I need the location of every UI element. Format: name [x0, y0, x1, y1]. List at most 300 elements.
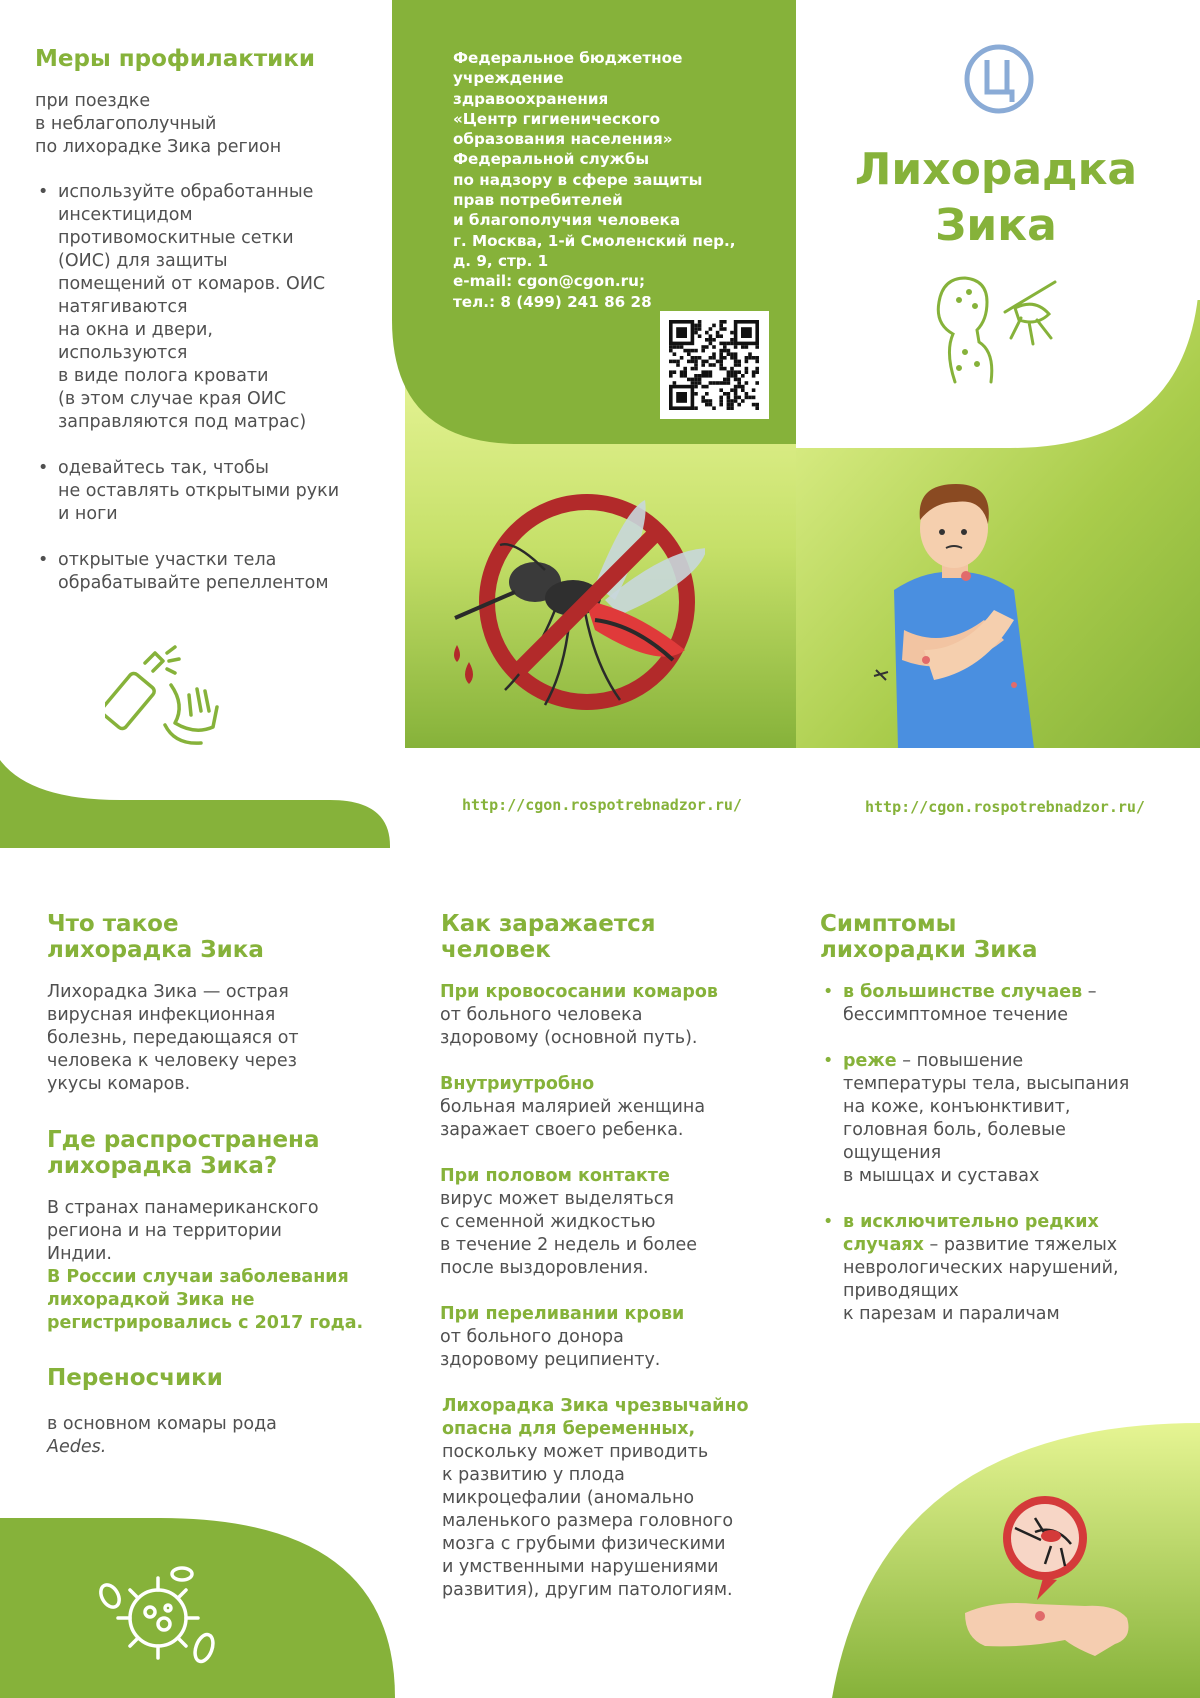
symptom-head: в большинстве случаев [843, 982, 1083, 1002]
qr-module [727, 378, 731, 382]
highlight-line: В России случаи заболевания [47, 1267, 349, 1287]
text-line: в основном комары рода [47, 1414, 277, 1434]
qr-module [698, 334, 702, 338]
qr-module [683, 349, 687, 353]
qr-module [705, 331, 709, 335]
qr-module [737, 396, 741, 400]
qr-module [734, 370, 738, 374]
vectors-title: Переносчики [47, 1365, 223, 1391]
text-line: заражает своего ребенка. [440, 1120, 684, 1140]
qr-module [737, 378, 741, 382]
qr-module [745, 396, 749, 400]
qr-module [691, 349, 695, 353]
symptom-text: – повышение [896, 1051, 1024, 1071]
highlight-line: регистрировались с 2017 года. [47, 1313, 364, 1333]
text-line: маленького размера головного [442, 1511, 734, 1531]
qr-module [719, 356, 723, 360]
qr-module [755, 381, 759, 385]
qr-module [694, 385, 698, 389]
qr-module [716, 360, 720, 364]
org-info [453, 48, 773, 312]
brochure-title [820, 142, 1172, 254]
qr-module [669, 360, 673, 364]
symptoms-section [820, 911, 1190, 1326]
genus-name: Aedes. [47, 1437, 107, 1457]
what-is-text [47, 981, 377, 1096]
bullet-line: помещений от комаров. ОИС [58, 274, 326, 294]
qr-module [709, 363, 713, 367]
qr-module [755, 370, 759, 374]
qr-module [719, 367, 723, 371]
bullet-line: (ОИС) для защиты [58, 251, 228, 271]
qr-module [694, 331, 698, 335]
qr-module [734, 363, 738, 367]
title-line: Лихорадка [854, 144, 1138, 195]
qr-module [719, 360, 723, 364]
qr-module [709, 334, 713, 338]
symptom-head: случаях [843, 1235, 924, 1255]
bullet-line: и ноги [58, 504, 118, 524]
vectors-text [47, 1413, 377, 1459]
symptom-head: реже [843, 1051, 897, 1071]
text-line: мозга с грубыми физическими [442, 1534, 726, 1554]
qr-module [723, 320, 727, 324]
text-line: здоровому (основной путь). [440, 1028, 698, 1048]
qr-module [694, 381, 698, 385]
transmission-items [440, 981, 791, 1602]
qr-module [719, 334, 723, 338]
qr-module [705, 403, 709, 407]
qr-module [727, 406, 731, 410]
what-is-section [47, 911, 377, 1459]
bullet-line: обрабатывайте репеллентом [58, 573, 329, 593]
qr-module [745, 381, 749, 385]
qr-module [723, 392, 727, 396]
qr-module [741, 374, 745, 378]
org-line: Федеральное бюджетное [453, 49, 683, 67]
qr-module [705, 392, 709, 396]
qr-module [752, 403, 756, 407]
qr-module [723, 356, 727, 360]
prevention-intro [35, 90, 375, 159]
no-mosquito-icon [445, 490, 705, 730]
qr-module [727, 399, 731, 403]
qr-module [705, 345, 709, 349]
symptom-text: – развитие тяжелых [923, 1235, 1118, 1255]
qr-module [709, 399, 713, 403]
virus-icon [98, 1566, 220, 1666]
qr-module [737, 385, 741, 389]
where-title [47, 1127, 377, 1179]
qr-module [701, 360, 705, 364]
qr-module [727, 396, 731, 400]
qr-module [741, 385, 745, 389]
symptoms-list [820, 981, 1190, 1326]
bullet-line: (в этом случае края ОИС [58, 389, 287, 409]
prevention-list [35, 181, 375, 595]
qr-module [752, 356, 756, 360]
transmission-title [441, 911, 791, 963]
qr-module [705, 370, 709, 374]
qr-module [755, 345, 759, 349]
title-line: Зика [935, 200, 1057, 251]
qr-module [709, 327, 713, 331]
qr-module [709, 338, 713, 342]
qr-module [723, 345, 727, 349]
text-line: укусы комаров. [47, 1074, 191, 1094]
qr-module [737, 360, 741, 364]
qr-module [691, 381, 695, 385]
website-link-middle[interactable]: http://cgon.rospotrebnadzor.ru/ [462, 796, 742, 814]
qr-module [680, 345, 684, 349]
qr-module [730, 367, 734, 371]
text-line: от больного человека [440, 1005, 643, 1025]
text-line: Индии. [47, 1244, 112, 1264]
qr-module [673, 360, 677, 364]
list-item [820, 1050, 1190, 1188]
text-line: больная малярией женщина [440, 1097, 706, 1117]
qr-module [712, 345, 716, 349]
text-line: к развитию у плода [442, 1465, 625, 1485]
qr-module [748, 352, 752, 356]
qr-module [701, 349, 705, 353]
qr-finder [741, 327, 752, 338]
qr-module [698, 320, 702, 324]
qr-module [719, 388, 723, 392]
qr-module [737, 363, 741, 367]
qr-module [669, 370, 673, 374]
qr-module [694, 363, 698, 367]
qr-module [712, 363, 716, 367]
qr-module [741, 345, 745, 349]
qr-module [748, 356, 752, 360]
qr-module [694, 367, 698, 371]
title-line: Симптомы [820, 911, 957, 937]
qr-module [745, 356, 749, 360]
qr-module [709, 381, 713, 385]
text-line: в течение 2 недель и более [440, 1235, 698, 1255]
qr-module [716, 334, 720, 338]
qr-module [734, 378, 738, 382]
bullet-line: используются [58, 343, 188, 363]
qr-module [719, 399, 723, 403]
qr-module [673, 345, 677, 349]
qr-module [755, 406, 759, 410]
item-head: При кровососании комаров [440, 982, 718, 1002]
org-line: образования населения» [453, 130, 673, 149]
text-line: поскольку может приводить [442, 1442, 709, 1462]
qr-module [752, 396, 756, 400]
text-line: на коже, конъюнктивит, [843, 1097, 1071, 1117]
qr-finder [676, 392, 687, 403]
qr-module [716, 381, 720, 385]
qr-module [755, 367, 759, 371]
qr-module [669, 349, 673, 353]
qr-module [709, 370, 713, 374]
person-rash-mosquito-icon [925, 272, 1065, 392]
qr-module [737, 381, 741, 385]
qr-module [705, 385, 709, 389]
qr-module [694, 360, 698, 364]
text-line: неврологических нарушений, [843, 1258, 1119, 1278]
list-item [35, 457, 375, 526]
website-link-right[interactable]: http://cgon.rospotrebnadzor.ru/ [865, 798, 1145, 816]
qr-module [716, 331, 720, 335]
qr-module [730, 388, 734, 392]
org-line: прав потребителей [453, 191, 623, 210]
org-line: учреждение [453, 69, 564, 88]
qr-module [734, 392, 738, 396]
qr-module [745, 345, 749, 349]
qr-module [705, 399, 709, 403]
org-line: «Центр гигиенического [453, 109, 661, 128]
qr-module [727, 349, 731, 353]
qr-module [734, 388, 738, 392]
qr-module [723, 378, 727, 382]
list-item [35, 549, 375, 595]
qr-module [712, 352, 716, 356]
qr-module [701, 385, 705, 389]
title-line: человек [441, 937, 551, 963]
text-line: бессимптомное течение [843, 1005, 1069, 1025]
qr-module [734, 385, 738, 389]
qr-module [723, 381, 727, 385]
text-line: В странах панамериканского [47, 1198, 319, 1218]
qr-module [734, 399, 738, 403]
org-line: и благополучия человека [453, 211, 681, 230]
list-item [820, 981, 1190, 1027]
qr-module [752, 374, 756, 378]
qr-module [730, 352, 734, 356]
qr-module [719, 396, 723, 400]
qr-module [698, 378, 702, 382]
spray-hand-icon [105, 645, 235, 755]
bullet-line: противомоскитные сетки [58, 228, 294, 248]
qr-module [698, 381, 702, 385]
bullet-line: на окна и двери, [58, 320, 213, 340]
qr-module [698, 356, 702, 360]
qr-module [669, 345, 673, 349]
where-text [47, 1197, 377, 1335]
qr-module [691, 378, 695, 382]
qr-module [698, 374, 702, 378]
qr-module [755, 356, 759, 360]
qr-module [709, 342, 713, 346]
qr-module [709, 356, 713, 360]
qr-module [719, 403, 723, 407]
text-line: температуры тела, высыпания [843, 1074, 1130, 1094]
qr-module [712, 381, 716, 385]
qr-module [694, 324, 698, 328]
text-line: вирусная инфекционная [47, 1005, 276, 1025]
qr-module [669, 374, 673, 378]
org-line: д. 9, стр. 1 [453, 251, 549, 270]
qr-module [719, 381, 723, 385]
qr-module [730, 406, 734, 410]
title-line: Что такое [47, 911, 179, 937]
bullet-line: • открытые участки тела [58, 550, 277, 570]
qr-module [719, 320, 723, 324]
bullet-line: заправляются под матрас) [58, 412, 307, 432]
qr-module [734, 374, 738, 378]
text-line: развития), другим патологиям. [442, 1580, 733, 1600]
qr-module [741, 388, 745, 392]
qr-module [755, 360, 759, 364]
org-line: по надзору в сфере защиты [453, 170, 703, 189]
qr-module [709, 403, 713, 407]
qr-module [741, 399, 745, 403]
qr-finder [676, 327, 687, 338]
qr-module [694, 327, 698, 331]
intro-line: по лихорадке Зика регион [35, 137, 282, 157]
symptoms-title [820, 911, 1190, 963]
qr-module [730, 370, 734, 374]
qr-module [727, 352, 731, 356]
text-line: человека к человеку через [47, 1051, 297, 1071]
text-line: после выздоровления. [440, 1258, 649, 1278]
text-line: в мышцах и суставах [843, 1166, 1040, 1186]
item-head: При переливании крови [440, 1304, 685, 1324]
qr-module [745, 367, 749, 371]
qr-module [727, 403, 731, 407]
qr-module [723, 349, 727, 353]
qr-module [683, 374, 687, 378]
qr-module [694, 392, 698, 396]
qr-module [727, 392, 731, 396]
title-line: Как заражается [441, 911, 656, 937]
transmission-section [441, 911, 791, 1602]
qr-module [734, 396, 738, 400]
qr-module [694, 406, 698, 410]
qr-module [680, 374, 684, 378]
mosquito-bite-arm-icon [965, 1488, 1145, 1668]
qr-module [734, 352, 738, 356]
qr-module [727, 342, 731, 346]
qr-module [727, 370, 731, 374]
text-line: региона и на территории [47, 1221, 282, 1241]
item-head: Внутриутробно [440, 1074, 595, 1094]
prevention-panel [35, 46, 375, 595]
text-line: ощущения [843, 1143, 942, 1163]
org-line: здравоохранения [453, 89, 609, 108]
qr-module [676, 360, 680, 364]
prevention-title: Меры профилактики [35, 46, 315, 72]
qr-module [719, 324, 723, 328]
qr-module [730, 399, 734, 403]
qr-module [680, 370, 684, 374]
symptom-head: • в исключительно редких [843, 1212, 1099, 1232]
qr-module [727, 374, 731, 378]
qr-module [730, 338, 734, 342]
qr-module [701, 363, 705, 367]
pregnancy-warning [442, 1395, 791, 1602]
qr-module [719, 342, 723, 346]
qr-module [673, 381, 677, 385]
org-line: г. Москва, 1-й Смоленский пер., [453, 231, 736, 250]
highlight-line: лихорадкой Зика не [47, 1290, 255, 1310]
qr-module [727, 381, 731, 385]
qr-module [701, 370, 705, 374]
qr-module [737, 403, 741, 407]
qr-module [694, 378, 698, 382]
qr-module [701, 399, 705, 403]
text-line: к парезам и параличам [843, 1304, 1060, 1324]
cgon-logo-icon [962, 42, 1036, 116]
list-item [35, 181, 375, 434]
qr-module [687, 352, 691, 356]
qr-module [712, 406, 716, 410]
qr-module [752, 370, 756, 374]
qr-module [687, 360, 691, 364]
text-line: здоровому реципиенту. [440, 1350, 661, 1370]
qr-module [745, 392, 749, 396]
qr-module [712, 338, 716, 342]
qr-module [698, 324, 702, 328]
qr-module [691, 356, 695, 360]
bullet-line: • используйте обработанные [58, 182, 314, 202]
qr-module [676, 363, 680, 367]
qr-module [723, 342, 727, 346]
qr-module [705, 338, 709, 342]
qr-module [730, 331, 734, 335]
bullet-line: в виде полога кровати [58, 366, 269, 386]
qr-code[interactable] [660, 311, 769, 419]
qr-module [705, 374, 709, 378]
man-itching-icon [864, 480, 1044, 748]
symptom-text: – [1082, 982, 1097, 1002]
qr-module [734, 356, 738, 360]
qr-module [701, 345, 705, 349]
qr-module [673, 370, 677, 374]
qr-module [723, 367, 727, 371]
bullet-line: инсектицидом [58, 205, 193, 225]
title-line: лихорадка Зика [47, 937, 264, 963]
qr-module [719, 352, 723, 356]
email-line[interactable]: e-mail: cgon@cgon.ru; [453, 272, 646, 291]
qr-module [730, 342, 734, 346]
qr-module [694, 356, 698, 360]
qr-code-icon [660, 311, 769, 419]
warning-head-line: Лихорадка Зика чрезвычайно [442, 1396, 749, 1416]
qr-module [730, 403, 734, 407]
intro-line: в неблагополучный [35, 114, 217, 134]
text-line: вирус может выделяться [440, 1189, 674, 1209]
phone-line: тел.: 8 (499) 241 86 28 [453, 292, 652, 311]
bullet-line: • одевайтесь так, чтобы [58, 458, 269, 478]
qr-module [683, 367, 687, 371]
qr-module [680, 356, 684, 360]
qr-module [755, 403, 759, 407]
org-line: Федеральной службы [453, 150, 650, 169]
qr-module [745, 370, 749, 374]
qr-module [676, 345, 680, 349]
qr-module [698, 327, 702, 331]
what-is-title [47, 911, 377, 963]
qr-module [694, 349, 698, 353]
text-line: с семенной жидкостью [440, 1212, 656, 1232]
title-line: лихорадки Зика [820, 937, 1038, 963]
qr-module [694, 374, 698, 378]
qr-module [712, 356, 716, 360]
qr-module [719, 327, 723, 331]
qr-module [723, 327, 727, 331]
qr-module [734, 360, 738, 364]
qr-module [705, 360, 709, 364]
qr-module [687, 349, 691, 353]
qr-module [701, 396, 705, 400]
bullet-line: не оставлять открытыми руки [58, 481, 340, 501]
qr-module [737, 370, 741, 374]
